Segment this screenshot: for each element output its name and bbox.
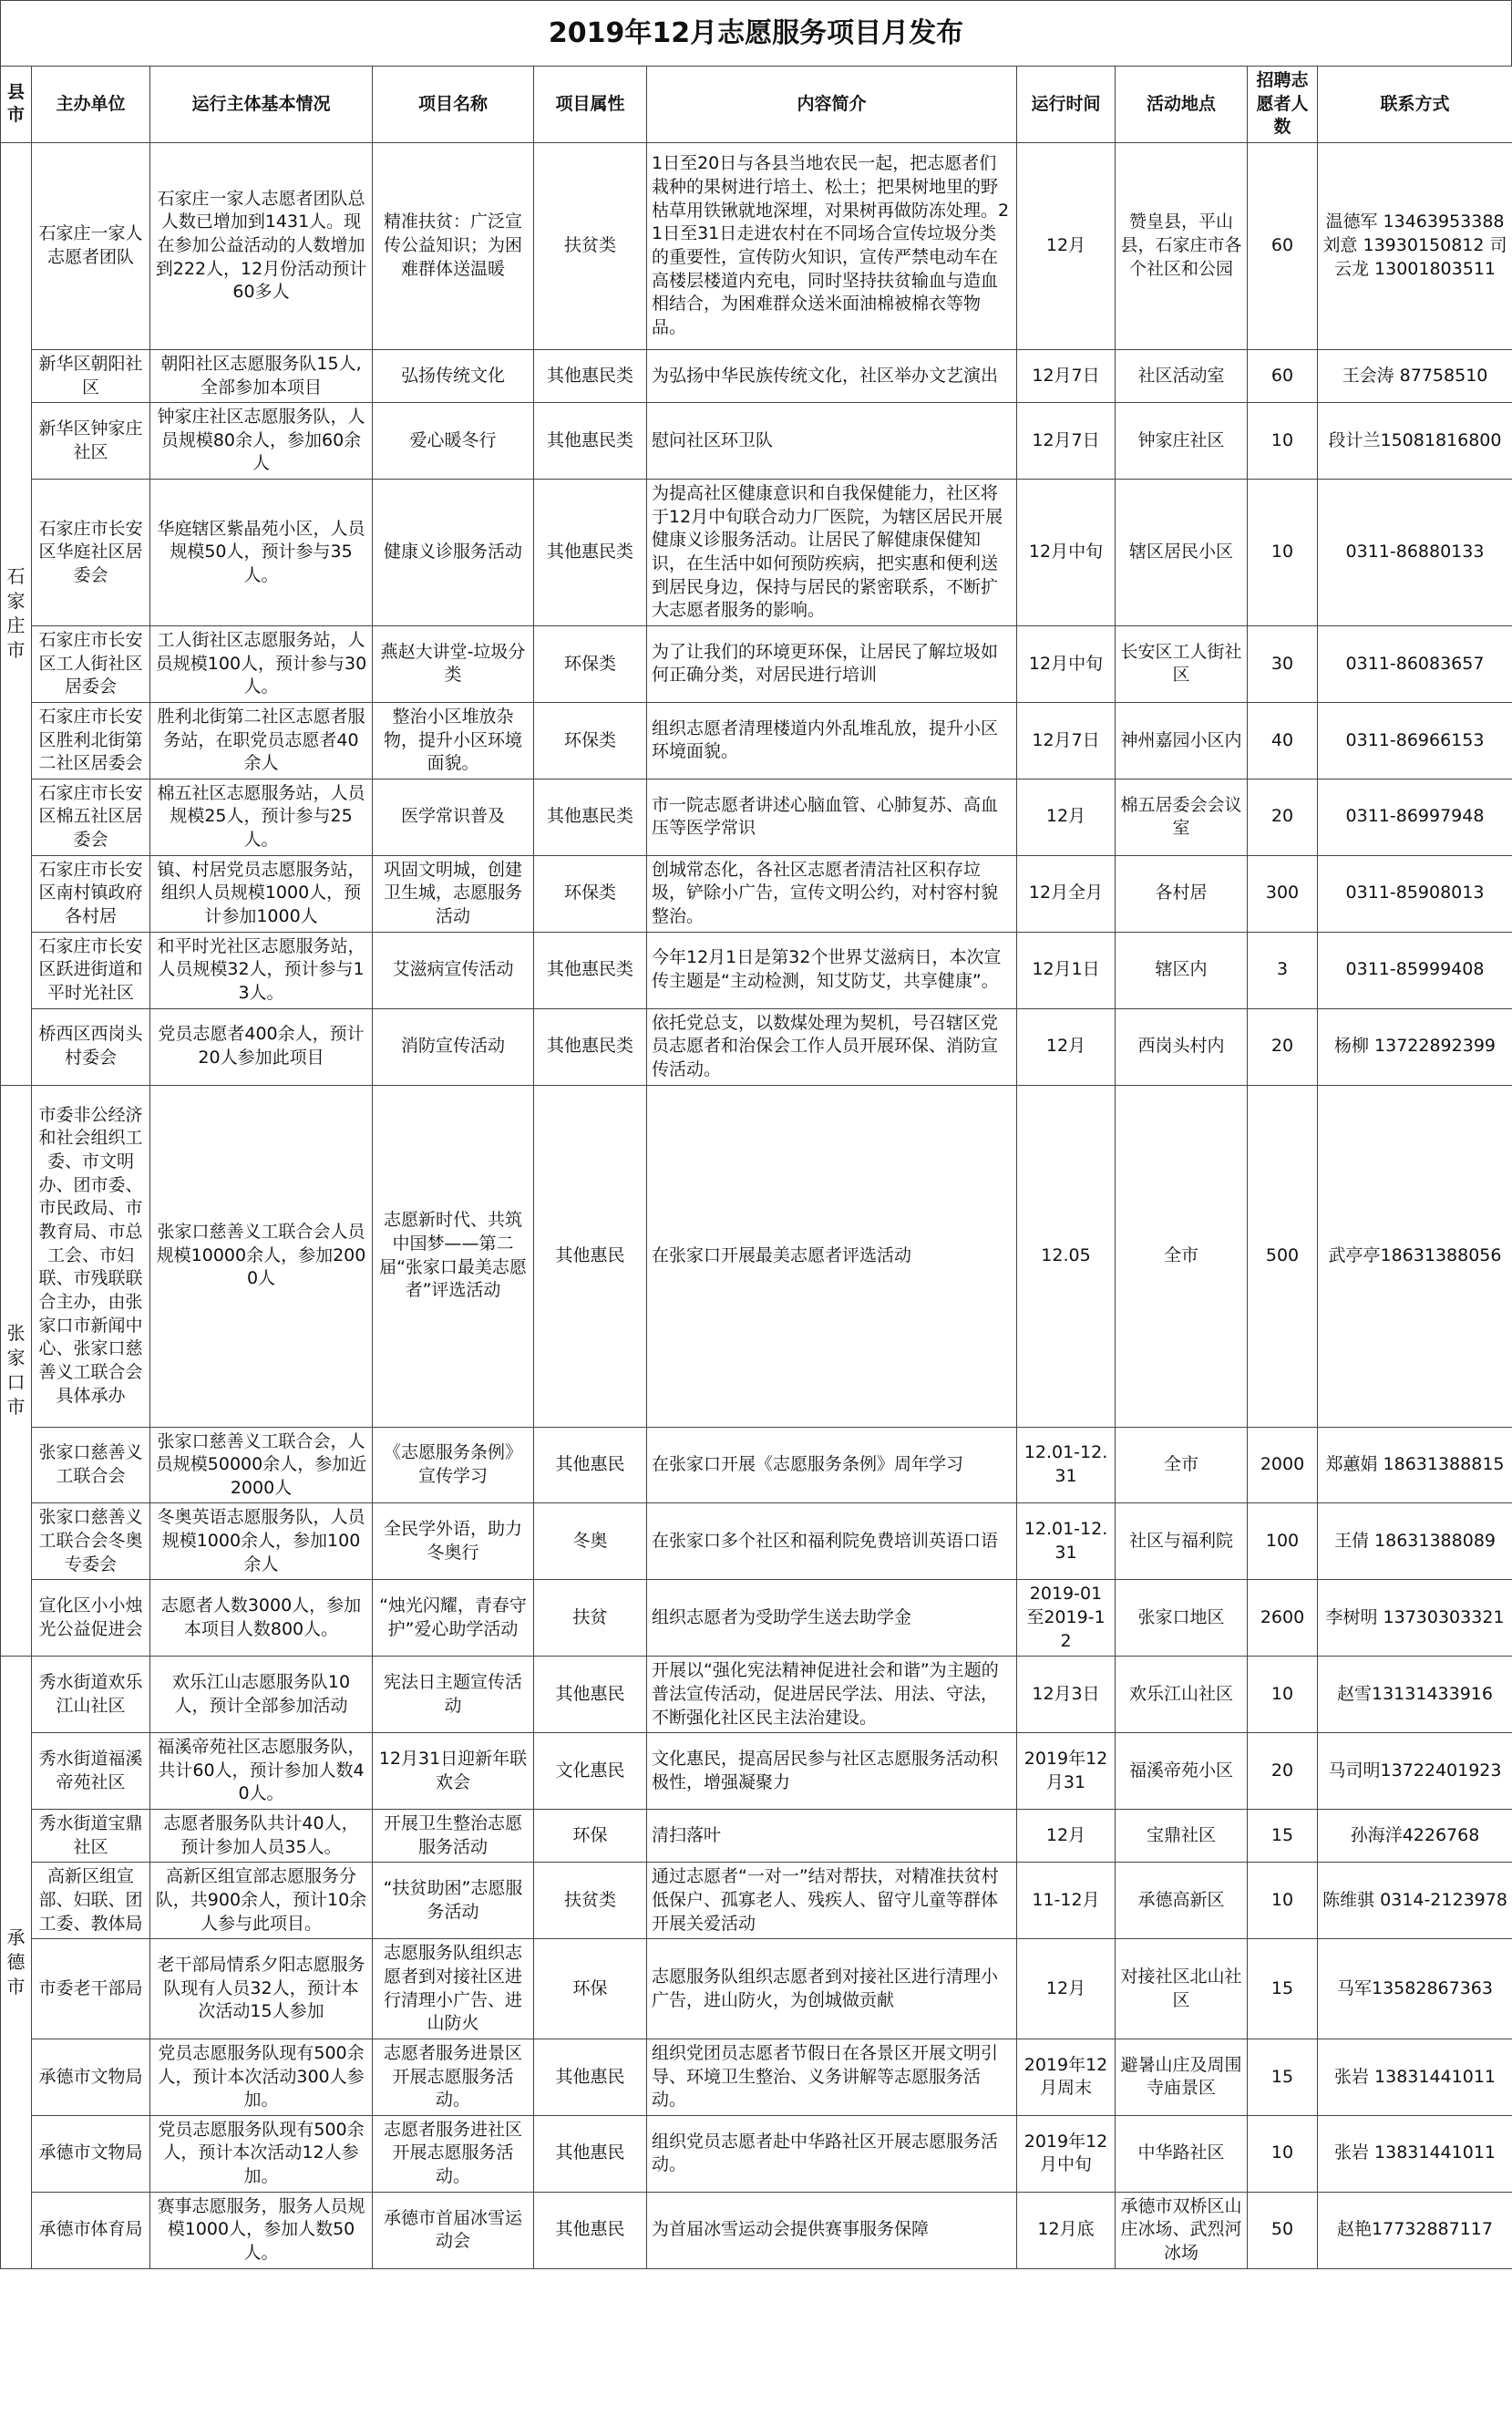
location-cell: 中华路社区: [1116, 2115, 1248, 2192]
volunteer-count-cell: 10: [1248, 1657, 1318, 1733]
operator-info-cell: 石家庄一家人志愿者团队总人数已增加到1431人。现在参加公益活动的人数增加到222人，12月份活动预计60多人: [150, 142, 373, 349]
volunteer-count-cell: 15: [1248, 2039, 1318, 2115]
project-name-cell: 消防宣传活动: [373, 1008, 534, 1085]
project-name-cell: 承德市首届冰雪运动会: [373, 2192, 534, 2268]
description-cell: 在张家口多个社区和福利院免费培训英语口语: [647, 1503, 1017, 1580]
location-cell: 承德高新区: [1116, 1863, 1248, 1939]
operator-info-cell: 和平时光社区志愿服务站，人员规模32人，预计参与13人。: [150, 932, 373, 1008]
description-cell: 慰问社区环卫队: [647, 403, 1017, 480]
table-row: [1, 403, 1512, 480]
organizer-cell: 桥西区西岗头村委会: [32, 1008, 150, 1085]
location-cell: 钟家庄社区: [1116, 403, 1248, 480]
project-type-cell: 环保: [534, 1939, 647, 2039]
contact-cell: 马军13582867363: [1318, 1939, 1512, 2039]
operator-info-cell: 华庭辖区紫晶苑小区，人员规模50人，预计参与35人。: [150, 480, 373, 626]
project-name-cell: 12月31日迎新年联欢会: [373, 1733, 534, 1810]
project-name-cell: 志愿新时代、共筑中国梦——第二届“张家口最美志愿者”评选活动: [373, 1085, 534, 1427]
contact-cell: 张岩 13831441011: [1318, 2039, 1512, 2115]
header-description: 内容简介: [647, 67, 1017, 143]
run-time-cell: 12月3日: [1017, 1657, 1116, 1733]
location-cell: 全市: [1116, 1085, 1248, 1427]
description-cell: 组织党团员志愿者节假日在各景区开展文明引导、环境卫生整治、义务讲解等志愿服务活动。: [647, 2039, 1017, 2115]
organizer-cell: 市委老干部局: [32, 1939, 150, 2039]
location-cell: 长安区工人街社区: [1116, 625, 1248, 702]
volunteer-count-cell: 2600: [1248, 1580, 1318, 1657]
header-location: 活动地点: [1116, 67, 1248, 143]
operator-info-cell: 党员志愿服务队现有500余人，预计本次活动12人参加。: [150, 2115, 373, 2192]
table-body: [1, 142, 1512, 2268]
operator-info-cell: 志愿者服务队共计40人，预计参加人员35人。: [150, 1810, 373, 1863]
project-type-cell: 扶贫: [534, 1580, 647, 1657]
volunteer-count-cell: 50: [1248, 2192, 1318, 2268]
run-time-cell: 12月中旬: [1017, 625, 1116, 702]
project-name-cell: 艾滋病宣传活动: [373, 932, 534, 1008]
location-cell: 赞皇县，平山县，石家庄市各个社区和公园: [1116, 142, 1248, 349]
project-name-cell: 全民学外语，助力冬奥行: [373, 1503, 534, 1580]
project-type-cell: 扶贫类: [534, 1863, 647, 1939]
operator-info-cell: 工人街社区志愿服务站，人员规模100人，预计参与30人。: [150, 625, 373, 702]
run-time-cell: 12月7日: [1017, 702, 1116, 779]
project-name-cell: 健康义诊服务活动: [373, 480, 534, 626]
table-row: [1, 1939, 1512, 2039]
description-cell: 1日至20日与各县当地农民一起，把志愿者们栽种的果树进行培土、松土；把果树地里的野枯草用铁锹就地深埋，对果树再做防冻处理。21日至31日走进农村在不同场合宣传垃圾分类的重要性，宣传防火知识，宣传严禁电动车在高楼层楼道内充电，同时坚持扶贫输血与造血相结合，为困难群众送米面油棉被棉衣等物品。: [647, 142, 1017, 349]
run-time-cell: 12月底: [1017, 2192, 1116, 2268]
run-time-cell: 12月7日: [1017, 403, 1116, 480]
city-cell: 张家口市: [1, 1085, 32, 1657]
location-cell: 对接社区北山社区: [1116, 1939, 1248, 2039]
page-title: 2019年12月志愿服务项目月发布: [0, 0, 1512, 66]
volunteer-count-cell: 10: [1248, 403, 1318, 480]
project-type-cell: 环保类: [534, 702, 647, 779]
volunteer-count-cell: 40: [1248, 702, 1318, 779]
contact-cell: 马司明13722401923: [1318, 1733, 1512, 1810]
volunteer-count-cell: 20: [1248, 779, 1318, 855]
location-cell: 各村居: [1116, 855, 1248, 932]
project-type-cell: 其他惠民: [534, 2115, 647, 2192]
table-row: [1, 1733, 1512, 1810]
project-type-cell: 环保: [534, 1810, 647, 1863]
description-cell: 为弘扬中华民族传统文化，社区举办文艺演出: [647, 349, 1017, 402]
project-type-cell: 其他惠民: [534, 1085, 647, 1427]
table-row: [1, 2115, 1512, 2192]
run-time-cell: 2019年12月中旬: [1017, 2115, 1116, 2192]
header-volunteer-count: 招聘志愿者人数: [1248, 67, 1318, 143]
header-project-type: 项目属性: [534, 67, 647, 143]
description-cell: 在张家口开展最美志愿者评选活动: [647, 1085, 1017, 1427]
table-row: [1, 1863, 1512, 1939]
run-time-cell: 12.01-12.31: [1017, 1427, 1116, 1503]
organizer-cell: 新华区钟家庄社区: [32, 403, 150, 480]
location-cell: 辖区内: [1116, 932, 1248, 1008]
table-row: [1, 1503, 1512, 1580]
project-name-cell: 开展卫生整治志愿服务活动: [373, 1810, 534, 1863]
run-time-cell: 12.05: [1017, 1085, 1116, 1427]
table-row: [1, 2192, 1512, 2268]
project-name-cell: 医学常识普及: [373, 779, 534, 855]
project-type-cell: 其他惠民: [534, 2192, 647, 2268]
location-cell: 辖区居民小区: [1116, 480, 1248, 626]
description-cell: 在张家口开展《志愿服务条例》周年学习: [647, 1427, 1017, 1503]
project-type-cell: 其他惠民类: [534, 349, 647, 402]
description-cell: 文化惠民，提高居民参与社区志愿服务活动积极性，增强凝聚力: [647, 1733, 1017, 1810]
volunteer-count-cell: 2000: [1248, 1427, 1318, 1503]
location-cell: 张家口地区: [1116, 1580, 1248, 1657]
project-type-cell: 文化惠民: [534, 1733, 647, 1810]
table-row: [1, 1427, 1512, 1503]
volunteer-count-cell: 60: [1248, 349, 1318, 402]
volunteer-count-cell: 15: [1248, 1810, 1318, 1863]
header-organizer: 主办单位: [32, 67, 150, 143]
run-time-cell: 12月: [1017, 1939, 1116, 2039]
contact-cell: 李树明 13730303321: [1318, 1580, 1512, 1657]
project-type-cell: 其他惠民: [534, 1427, 647, 1503]
description-cell: 创城常态化，各社区志愿者清洁社区积存垃圾，铲除小广告，宣传文明公约，对村容村貌整治。: [647, 855, 1017, 932]
description-cell: 清扫落叶: [647, 1810, 1017, 1863]
project-type-cell: 环保类: [534, 625, 647, 702]
operator-info-cell: 棉五社区志愿服务站，人员规模25人，预计参与25人。: [150, 779, 373, 855]
organizer-cell: 石家庄市长安区南村镇政府 各村居: [32, 855, 150, 932]
project-type-cell: 其他惠民: [534, 1657, 647, 1733]
run-time-cell: 12月: [1017, 1008, 1116, 1085]
contact-cell: 0311-86997948: [1318, 779, 1512, 855]
table-row: [1, 142, 1512, 349]
location-cell: 福溪帝苑小区: [1116, 1733, 1248, 1810]
organizer-cell: 石家庄市长安区工人街社区居委会: [32, 625, 150, 702]
table-row: [1, 855, 1512, 932]
volunteer-count-cell: 100: [1248, 1503, 1318, 1580]
project-name-cell: 精准扶贫：广泛宣传公益知识；为困难群体送温暖: [373, 142, 534, 349]
project-name-cell: 整治小区堆放杂物，提升小区环境面貌。: [373, 702, 534, 779]
location-cell: 宝鼎社区: [1116, 1810, 1248, 1863]
operator-info-cell: 老干部局情系夕阳志愿服务队现有人员32人，预计本次活动15人参加: [150, 1939, 373, 2039]
contact-cell: 段计兰15081816800: [1318, 403, 1512, 480]
location-cell: 社区活动室: [1116, 349, 1248, 402]
project-type-cell: 其他惠民类: [534, 1008, 647, 1085]
operator-info-cell: 钟家庄社区志愿服务队，人员规模80余人，参加60余人: [150, 403, 373, 480]
project-type-cell: 其他惠民类: [534, 403, 647, 480]
city-cell: 承德市: [1, 1657, 32, 2268]
run-time-cell: 2019年12月周末: [1017, 2039, 1116, 2115]
contact-cell: 陈维骐 0314-2123978: [1318, 1863, 1512, 1939]
project-type-cell: 其他惠民类: [534, 480, 647, 626]
description-cell: 开展以“强化宪法精神促进社会和谐”为主题的普法宣传活动，促进居民学法、用法、守法，不断强化社区民主法治建设。: [647, 1657, 1017, 1733]
description-cell: 为了让我们的环境更环保，让居民了解垃圾如何正确分类，对居民进行培训: [647, 625, 1017, 702]
organizer-cell: 承德市文物局: [32, 2039, 150, 2115]
run-time-cell: 2019年12月31: [1017, 1733, 1116, 1810]
description-cell: 依托党总支，以数煤处理为契机，号召辖区党员志愿者和治保会工作人员开展环保、消防宣传活动。: [647, 1008, 1017, 1085]
project-name-cell: 弘扬传统文化: [373, 349, 534, 402]
volunteer-count-cell: 15: [1248, 1939, 1318, 2039]
location-cell: 欢乐江山社区: [1116, 1657, 1248, 1733]
contact-cell: 0311-85999408: [1318, 932, 1512, 1008]
operator-info-cell: 朝阳社区志愿服务队15人,全部参加本项目: [150, 349, 373, 402]
volunteer-count-cell: 20: [1248, 1008, 1318, 1085]
contact-cell: 王倩 18631388089: [1318, 1503, 1512, 1580]
contact-cell: 0311-86966153: [1318, 702, 1512, 779]
location-cell: 棉五居委会会议室: [1116, 779, 1248, 855]
project-name-cell: 燕赵大讲堂-垃圾分类: [373, 625, 534, 702]
run-time-cell: 11-12月: [1017, 1863, 1116, 1939]
description-cell: 为提高社区健康意识和自我保健能力，社区将于12月中旬联合动力厂医院，为辖区居民开展健康义诊服务活动。让居民了解健康保健知识，在生活中如何预防疾病，把实惠和便利送到居民身边，保持与居民的紧密联系，不断扩大志愿者服务的影响。: [647, 480, 1017, 626]
organizer-cell: 承德市体育局: [32, 2192, 150, 2268]
description-cell: 组织党员志愿者赴中华路社区开展志愿服务活动。: [647, 2115, 1017, 2192]
table-row: [1, 779, 1512, 855]
organizer-cell: 张家口慈善义工联合会冬奥专委会: [32, 1503, 150, 1580]
organizer-cell: 石家庄市长安区华庭社区居委会: [32, 480, 150, 626]
run-time-cell: 12月: [1017, 142, 1116, 349]
project-type-cell: 其他惠民类: [534, 932, 647, 1008]
project-name-cell: 志愿者服务进社区开展志愿服务活动。: [373, 2115, 534, 2192]
volunteer-count-cell: 10: [1248, 2115, 1318, 2192]
operator-info-cell: 赛事志愿服务，服务人员规模1000人，参加人数50人。: [150, 2192, 373, 2268]
description-cell: 今年12月1日是第32个世界艾滋病日，本次宣传主题是“主动检测，知艾防艾，共享健康”。: [647, 932, 1017, 1008]
project-name-cell: 巩固文明城，创建卫生城，志愿服务活动: [373, 855, 534, 932]
project-name-cell: “扶贫助困”志愿服务活动: [373, 1863, 534, 1939]
volunteer-count-cell: 30: [1248, 625, 1318, 702]
location-cell: 承德市双桥区山庄冰场、武烈河冰场: [1116, 2192, 1248, 2268]
volunteer-count-cell: 500: [1248, 1085, 1318, 1427]
contact-cell: 赵雪13131433916: [1318, 1657, 1512, 1733]
location-cell: 西岗头村内: [1116, 1008, 1248, 1085]
run-time-cell: 12月: [1017, 779, 1116, 855]
project-name-cell: 《志愿服务条例》宣传学习: [373, 1427, 534, 1503]
operator-info-cell: 张家口慈善义工联合会人员规模10000余人，参加2000人: [150, 1085, 373, 1427]
header-project-name: 项目名称: [373, 67, 534, 143]
operator-info-cell: 党员志愿服务队现有500余人，预计本次活动300人参加。: [150, 2039, 373, 2115]
contact-cell: 杨柳 13722892399: [1318, 1008, 1512, 1085]
city-cell: 石家庄市: [1, 142, 32, 1085]
volunteer-count-cell: 3: [1248, 932, 1318, 1008]
table-row: [1, 1008, 1512, 1085]
project-type-cell: 冬奥: [534, 1503, 647, 1580]
organizer-cell: 秀水街道福溪帝苑社区: [32, 1733, 150, 1810]
run-time-cell: 12.01-12.31: [1017, 1503, 1116, 1580]
project-name-cell: 志愿服务队组织志愿者到对接社区进行清理小广告、进山防火: [373, 1939, 534, 2039]
organizer-cell: 石家庄市长安区棉五社区居委会: [32, 779, 150, 855]
table-row: [1, 702, 1512, 779]
description-cell: 组织志愿者为受助学生送去助学金: [647, 1580, 1017, 1657]
table-row: [1, 1580, 1512, 1657]
table-header-row: [1, 67, 1512, 143]
project-name-cell: 宪法日主题宣传活动: [373, 1657, 534, 1733]
operator-info-cell: 福溪帝苑社区志愿服务队，共计60人，预计参加人数40人。: [150, 1733, 373, 1810]
header-operator-info: 运行主体基本情况: [150, 67, 373, 143]
organizer-cell: 张家口慈善义工联合会: [32, 1427, 150, 1503]
contact-cell: 王会涛 87758510: [1318, 349, 1512, 402]
operator-info-cell: 张家口慈善义工联合会，人员规模50000余人，参加近2000人: [150, 1427, 373, 1503]
organizer-cell: 秀水街道欢乐江山社区: [32, 1657, 150, 1733]
run-time-cell: 12月: [1017, 1810, 1116, 1863]
table-row: [1, 2039, 1512, 2115]
header-county: 县市: [1, 67, 32, 143]
table-row: [1, 349, 1512, 402]
description-cell: 通过志愿者“一对一”结对帮扶，对精准扶贫村低保户、孤寡老人、残疾人、留守儿童等群体开展关爱活动: [647, 1863, 1017, 1939]
project-type-cell: 扶贫类: [534, 142, 647, 349]
description-cell: 组织志愿者清理楼道内外乱堆乱放，提升小区环境面貌。: [647, 702, 1017, 779]
table-row: [1, 480, 1512, 626]
operator-info-cell: 高新区组宣部志愿服务分队，共900余人，预计10余人参与此项目。: [150, 1863, 373, 1939]
contact-cell: 0311-86083657: [1318, 625, 1512, 702]
contact-cell: 赵艳17732887117: [1318, 2192, 1512, 2268]
project-type-cell: 其他惠民: [534, 2039, 647, 2115]
volunteer-count-cell: 60: [1248, 142, 1318, 349]
operator-info-cell: 冬奥英语志愿服务队，人员规模1000余人，参加100余人: [150, 1503, 373, 1580]
volunteer-count-cell: 300: [1248, 855, 1318, 932]
description-cell: 志愿服务队组织志愿者到对接社区进行清理小广告，进山防火，为创城做贡献: [647, 1939, 1017, 2039]
contact-cell: 武亭亭18631388056: [1318, 1085, 1512, 1427]
table-row: [1, 1085, 1512, 1427]
volunteer-count-cell: 10: [1248, 1863, 1318, 1939]
volunteer-count-cell: 20: [1248, 1733, 1318, 1810]
run-time-cell: 2019-01至2019-12: [1017, 1580, 1116, 1657]
description-cell: 市一院志愿者讲述心脑血管、心肺复苏、高血压等医学常识: [647, 779, 1017, 855]
contact-cell: 0311-86880133: [1318, 480, 1512, 626]
project-name-cell: 志愿者服务进景区开展志愿服务活动。: [373, 2039, 534, 2115]
location-cell: 全市: [1116, 1427, 1248, 1503]
location-cell: 神州嘉园小区内: [1116, 702, 1248, 779]
description-cell: 为首届冰雪运动会提供赛事服务保障: [647, 2192, 1017, 2268]
organizer-cell: 秀水街道宝鼎社区: [32, 1810, 150, 1863]
run-time-cell: 12月中旬: [1017, 480, 1116, 626]
project-name-cell: “烛光闪耀，青春守护”爱心助学活动: [373, 1580, 534, 1657]
organizer-cell: 承德市文物局: [32, 2115, 150, 2192]
table-row: [1, 1810, 1512, 1863]
run-time-cell: 12月1日: [1017, 932, 1116, 1008]
contact-cell: 张岩 13831441011: [1318, 2115, 1512, 2192]
table-row: [1, 1657, 1512, 1733]
table-row: [1, 625, 1512, 702]
operator-info-cell: 党员志愿者400余人，预计20人参加此项目: [150, 1008, 373, 1085]
operator-info-cell: 志愿者人数3000人，参加本项目人数800人。: [150, 1580, 373, 1657]
operator-info-cell: 欢乐江山志愿服务队10人，预计全部参加活动: [150, 1657, 373, 1733]
organizer-cell: 新华区朝阳社区: [32, 349, 150, 402]
location-cell: 避暑山庄及周围寺庙景区: [1116, 2039, 1248, 2115]
organizer-cell: 石家庄市长安区跃进街道和平时光社区: [32, 932, 150, 1008]
header-run-time: 运行时间: [1017, 67, 1116, 143]
project-type-cell: 环保类: [534, 855, 647, 932]
organizer-cell: 石家庄一家人志愿者团队: [32, 142, 150, 349]
run-time-cell: 12月7日: [1017, 349, 1116, 402]
organizer-cell: 高新区组宣部、妇联、团工委、教体局: [32, 1863, 150, 1939]
contact-cell: 孙海洋4226768: [1318, 1810, 1512, 1863]
project-name-cell: 爱心暖冬行: [373, 403, 534, 480]
organizer-cell: 市委非公经济和社会组织工委、市文明办、团市委、市民政局、市教育局、市总工会、市妇联、市残联联合主办，由张家口市新闻中心、张家口慈善义工联合会具体承办: [32, 1085, 150, 1427]
operator-info-cell: 镇、村居党员志愿服务站，组织人员规模1000人，预计参加1000人: [150, 855, 373, 932]
organizer-cell: 宣化区小小烛光公益促进会: [32, 1580, 150, 1657]
contact-cell: 0311-85908013: [1318, 855, 1512, 932]
organizer-cell: 石家庄市长安区胜利北街第二社区居委会: [32, 702, 150, 779]
contact-cell: 温德军 13463953388 刘意 13930150812 司云龙 13001803511: [1318, 142, 1512, 349]
location-cell: 社区与福利院: [1116, 1503, 1248, 1580]
header-contact: 联系方式: [1318, 67, 1512, 143]
operator-info-cell: 胜利北街第二社区志愿者服务站，在职党员志愿者40余人: [150, 702, 373, 779]
contact-cell: 郑蕙娟 18631388815: [1318, 1427, 1512, 1503]
volunteer-projects-table: [0, 66, 1512, 2269]
volunteer-count-cell: 10: [1248, 480, 1318, 626]
project-type-cell: 其他惠民类: [534, 779, 647, 855]
table-row: [1, 932, 1512, 1008]
run-time-cell: 12月全月: [1017, 855, 1116, 932]
